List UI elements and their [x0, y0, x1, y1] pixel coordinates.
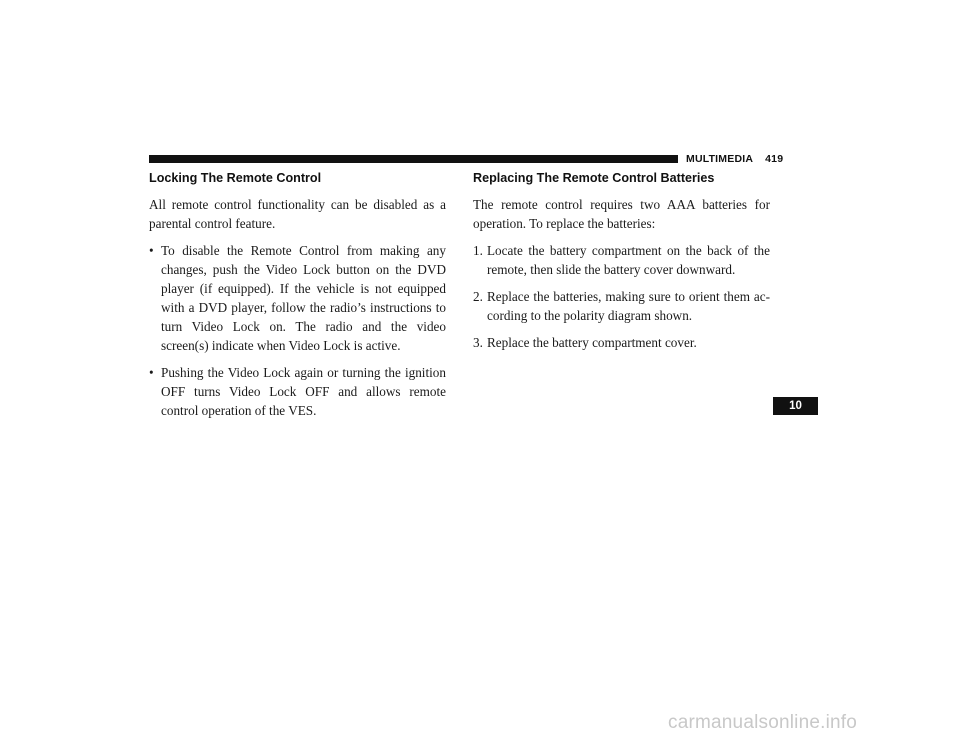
section-heading-batteries: Replacing The Remote Control Batteries — [473, 171, 715, 185]
left-column — [149, 170, 446, 428]
bullet-marker: • — [149, 243, 154, 258]
batteries-intro-paragraph: The remote control requires two AAA batteries for operation. To replace the batteries: — [473, 197, 770, 231]
step-number: 3. — [473, 335, 483, 350]
bullet-marker: • — [149, 365, 154, 380]
list-item-text: Pushing the Video Lock again or turning the ignition OFF turns Video Lock OFF and allows remote control operation of the VES. — [161, 365, 446, 418]
page-number: 419 — [765, 153, 784, 165]
locking-intro-paragraph: All remote control functionality can be disabled as a parental control feature. — [149, 197, 446, 231]
section-heading-locking: Locking The Remote Control — [149, 171, 322, 185]
list-item — [473, 333, 770, 352]
step-number: 1. — [473, 243, 483, 258]
list-item — [149, 363, 446, 420]
list-item — [149, 241, 446, 355]
watermark-text: carmanualsonline.info — [668, 712, 858, 733]
list-item-text: To disable the Remote Control from making any changes, push the Video Lock button on the DVD player (if equipped). If the vehicle is not equipped with a DVD player, follow the radio’s instructions to turn Video Lock on. The radio and the video screen(s) indicate when Video Lock is active. — [161, 243, 446, 353]
chapter-tab-badge: 10 — [773, 397, 818, 415]
list-item — [473, 287, 770, 325]
step-number: 2. — [473, 289, 483, 304]
running-header — [686, 153, 783, 165]
list-item-text: Replace the batteries, making sure to orient them according to the polarity diagram shown. — [487, 289, 770, 323]
list-item — [473, 241, 770, 279]
section-title: MULTIMEDIA — [686, 153, 754, 165]
right-column — [473, 170, 770, 360]
list-item-text: Locate the battery compartment on the back of the remote, then slide the battery cover downward. — [487, 243, 770, 277]
list-item-text: Replace the battery compartment cover. — [487, 335, 697, 350]
header-rule — [149, 155, 678, 163]
